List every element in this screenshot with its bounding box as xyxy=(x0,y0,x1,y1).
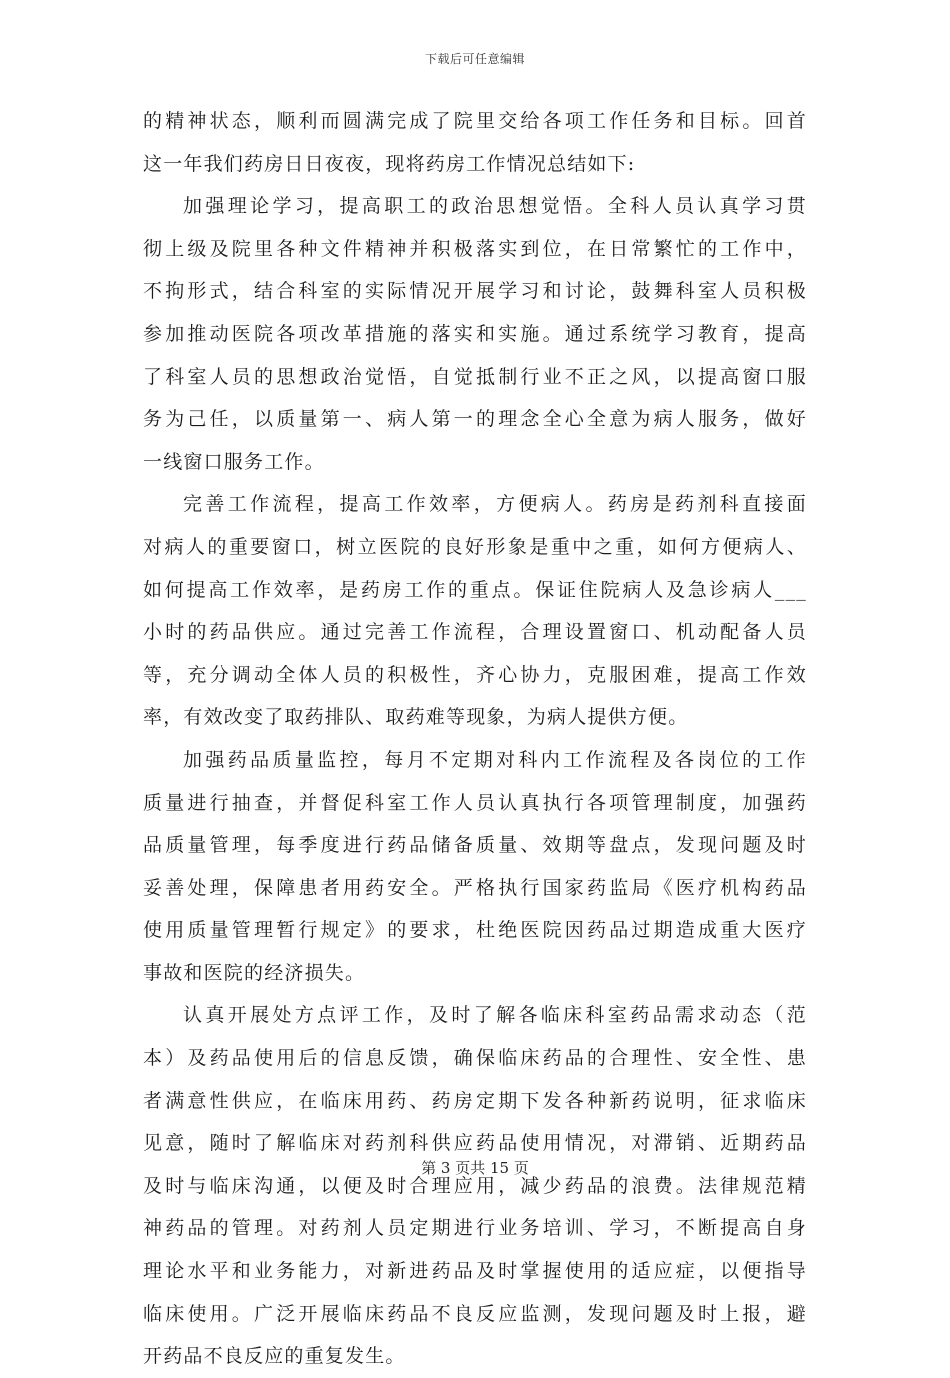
text-line: 等，充分调动全体人员的积极性，齐心协力，克服困难，提高工作效 xyxy=(143,663,807,686)
text-line: 的精神状态，顺利而圆满完成了院里交给各项工作任务和目标。回首 xyxy=(143,110,807,132)
text-line: 认真开展处方点评工作，及时了解各临床科室药品需求动态（范 xyxy=(183,1004,807,1027)
text-line: 理论水平和业务能力，对新进药品及时掌握使用的适应症，以便指导 xyxy=(143,1260,807,1283)
page-number-footer: 第 3 页共 15 页 xyxy=(421,1159,529,1177)
text-line: 了科室人员的思想政治觉悟，自觉抵制行业不正之风，以提高窗口服 xyxy=(143,365,807,388)
text-line: 妥善处理，保障患者用药安全。严格执行国家药监局《医疗机构药品 xyxy=(143,876,807,899)
text-line: 加强药品质量监控，每月不定期对科内工作流程及各岗位的工作 xyxy=(183,748,807,771)
text-line: 临床使用。广泛开展临床药品不良反应监测，发现问题及时上报，避 xyxy=(143,1302,807,1325)
paragraph xyxy=(143,739,807,995)
paragraph xyxy=(143,483,807,739)
text-line: 参加推动医院各项改革措施的落实和实施。通过系统学习教育，提高 xyxy=(143,322,807,345)
text-line: 事故和医院的经济损失。 xyxy=(143,961,366,984)
text-line: 本）及药品使用后的信息反馈，确保临床药品的合理性、安全性、患 xyxy=(143,1047,807,1070)
text-line: 不拘形式，结合科室的实际情况开展学习和讨论，鼓舞科室人员积极 xyxy=(143,280,807,303)
text-line: 这一年我们药房日日夜夜，现将药房工作情况总结如下: xyxy=(143,152,636,175)
page-header: 下载后可任意编辑 xyxy=(424,52,525,66)
text-line: 务为己任，以质量第一、病人第一的理念全心全意为病人服务，做好 xyxy=(143,408,807,431)
paragraph xyxy=(143,994,807,1377)
text-line: 完善工作流程，提高工作效率，方便病人。药房是药剂科直接面 xyxy=(183,493,807,516)
text-line: 加强理论学习，提高职工的政治思想觉悟。全科人员认真学习贯 xyxy=(183,195,807,218)
text-line: 彻上级及院里各种文件精神并积极落实到位，在日常繁忙的工作中， xyxy=(143,237,807,260)
text-line: 品质量管理，每季度进行药品储备质量、效期等盘点，发现问题及时 xyxy=(143,834,807,857)
text-line: 一线窗口服务工作。 xyxy=(143,450,325,473)
paragraph xyxy=(143,100,807,185)
text-line: 及时与临床沟通，以便及时合理应用，减少药品的浪费。法律规范精 xyxy=(143,1174,807,1197)
text-line: 小时的药品供应。通过完善工作流程，合理设置窗口、机动配备人员 xyxy=(143,621,807,644)
text-line: 见意，随时了解临床对药剂科供应药品使用情况，对滞销、近期药品 xyxy=(143,1132,807,1155)
text-line: 神药品的管理。对药剂人员定期进行业务培训、学习，不断提高自身 xyxy=(143,1217,807,1240)
text-line: 质量进行抽查，并督促科室工作人员认真执行各项管理制度，加强药 xyxy=(143,791,807,814)
text-line: 开药品不良反应的重复发生。 xyxy=(143,1345,406,1368)
text-line: 对病人的重要窗口，树立医院的良好形象是重中之重，如何方便病人、 xyxy=(143,535,807,558)
paragraph xyxy=(143,185,807,483)
text-line: 使用质量管理暂行规定》的要求，杜绝医院因药品过期造成重大医疗 xyxy=(143,919,807,942)
text-line: 者满意性供应，在临床用药、药房定期下发各种新药说明，征求临床 xyxy=(143,1089,807,1112)
text-line: 如何提高工作效率，是药房工作的重点。保证住院病人及急诊病人___ xyxy=(143,578,807,601)
document-body xyxy=(143,100,807,1378)
text-line: 率，有效改变了取药排队、取药难等现象，为病人提供方便。 xyxy=(143,706,689,729)
